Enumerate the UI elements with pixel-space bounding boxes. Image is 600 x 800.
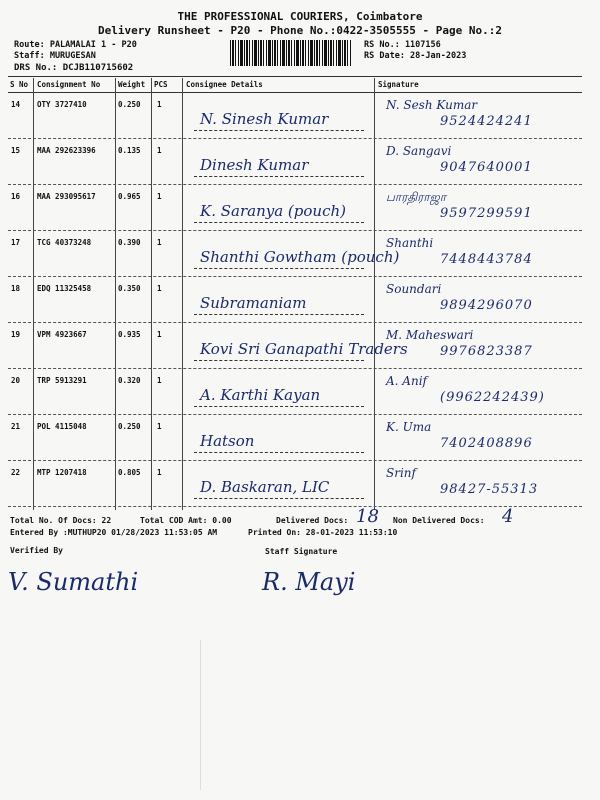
row-signature: Srinf bbox=[386, 466, 416, 480]
row-separator bbox=[8, 322, 582, 323]
row-separator bbox=[8, 276, 582, 277]
row-pcs: 1 bbox=[157, 422, 162, 431]
non-delivered-docs-value: 4 bbox=[502, 506, 514, 527]
rs-number: RS No.: 1107156 bbox=[364, 40, 441, 50]
row-pcs: 1 bbox=[157, 100, 162, 109]
row-consignee-handwritten: A. Karthi Kayan bbox=[200, 386, 321, 404]
row-consignment-no: MAA 292623396 bbox=[37, 146, 96, 155]
row-sno: 18 bbox=[11, 284, 21, 293]
row-sno: 19 bbox=[11, 330, 21, 339]
consignee-underline bbox=[194, 222, 364, 223]
row-signature: M. Maheswari bbox=[386, 328, 474, 342]
row-consignee-handwritten: Subramaniam bbox=[200, 294, 307, 312]
row-sno: 20 bbox=[11, 376, 21, 385]
row-signature: N. Sesh Kumar bbox=[386, 98, 478, 112]
consignee-underline bbox=[194, 314, 364, 315]
consignee-underline bbox=[194, 452, 364, 453]
company-title: THE PROFESSIONAL COURIERS, Coimbatore bbox=[177, 10, 423, 23]
row-pcs: 1 bbox=[157, 330, 162, 339]
row-signature: பாரதிராஜா bbox=[386, 190, 446, 204]
column-divider bbox=[374, 78, 375, 510]
col-header-consignee: Consignee Details bbox=[186, 80, 263, 89]
row-signature-phone: 9047640001 bbox=[440, 160, 533, 175]
row-weight: 0.965 bbox=[118, 192, 141, 201]
row-sno: 15 bbox=[11, 146, 21, 155]
consignee-underline bbox=[194, 406, 364, 407]
verified-signature: V. Sumathi bbox=[8, 568, 139, 596]
row-pcs: 1 bbox=[157, 468, 162, 477]
row-separator bbox=[8, 506, 582, 507]
verified-by-label: Verified By bbox=[10, 546, 63, 555]
cod-label: Total COD Amt: bbox=[140, 516, 208, 525]
row-consignee-handwritten: N. Sinesh Kumar bbox=[200, 110, 329, 128]
row-consignment-no: TRP 5913291 bbox=[37, 376, 87, 385]
row-consignment-no: TCG 40373248 bbox=[37, 238, 92, 247]
row-pcs: 1 bbox=[157, 238, 162, 247]
row-consignee-handwritten: Kovi Sri Ganapathi Traders bbox=[200, 340, 408, 358]
row-weight: 0.935 bbox=[118, 330, 141, 339]
drs-number: DRS No.: DCJB110715602 bbox=[14, 63, 134, 73]
col-header-weight: Weight bbox=[118, 80, 146, 89]
row-consignee-handwritten: Shanthi Gowtham (pouch) bbox=[200, 248, 400, 266]
total-docs-label: Total No. Of Docs: bbox=[10, 516, 97, 525]
row-separator bbox=[8, 368, 582, 369]
row-signature-phone: (9962242439) bbox=[440, 390, 545, 405]
row-consignee-handwritten: Hatson bbox=[200, 432, 255, 450]
runsheet-title: Delivery Runsheet - P20 - Phone No.:0422-3505555 - Page No.:2 bbox=[98, 24, 502, 37]
row-sno: 14 bbox=[11, 100, 21, 109]
table-top-rule bbox=[8, 76, 582, 77]
row-signature-phone: 9597299591 bbox=[440, 206, 533, 221]
delivered-docs-value: 18 bbox=[356, 506, 379, 527]
row-consignment-no: VPM 4923667 bbox=[37, 330, 87, 339]
row-signature: A. Anif bbox=[386, 374, 427, 388]
row-sno: 22 bbox=[11, 468, 21, 477]
table-header-rule bbox=[8, 92, 582, 93]
row-weight: 0.805 bbox=[118, 468, 141, 477]
row-weight: 0.250 bbox=[118, 100, 141, 109]
row-signature-phone: 7402408896 bbox=[440, 436, 533, 451]
staff-label: Staff: MURUGESAN bbox=[14, 51, 96, 61]
consignee-underline bbox=[194, 360, 364, 361]
consignee-underline bbox=[194, 268, 364, 269]
row-signature: Shanthi bbox=[386, 236, 434, 250]
col-header-signature: Signature bbox=[378, 80, 419, 89]
row-consignment-no: POL 4115048 bbox=[37, 422, 87, 431]
total-docs-value: 22 bbox=[101, 516, 112, 525]
col-header-consignment: Consignment No bbox=[37, 80, 101, 89]
row-weight: 0.250 bbox=[118, 422, 141, 431]
row-consignee-handwritten: D. Baskaran, LIC bbox=[200, 478, 330, 496]
row-signature-phone: 9976823387 bbox=[440, 344, 533, 359]
row-consignment-no: MTP 1207418 bbox=[37, 468, 87, 477]
total-docs bbox=[10, 516, 111, 525]
row-separator bbox=[8, 414, 582, 415]
column-divider bbox=[151, 78, 152, 510]
row-consignee-handwritten: K. Saranya (pouch) bbox=[200, 202, 346, 220]
col-header-sno: S No bbox=[10, 80, 29, 89]
row-signature: D. Sangavi bbox=[386, 144, 452, 158]
non-delivered-docs-label: Non Delivered Docs: bbox=[393, 516, 485, 525]
route-label: Route: PALAMALAI 1 - P20 bbox=[14, 40, 137, 50]
row-consignment-no: EDQ 11325458 bbox=[37, 284, 92, 293]
cod-value: 0.00 bbox=[212, 516, 232, 525]
row-consignment-no: OTY 3727410 bbox=[37, 100, 87, 109]
scan-fold-line bbox=[200, 640, 201, 790]
rs-date: RS Date: 28-Jan-2023 bbox=[364, 51, 467, 61]
row-separator bbox=[8, 138, 582, 139]
consignee-underline bbox=[194, 176, 364, 177]
column-divider bbox=[115, 78, 116, 510]
row-weight: 0.135 bbox=[118, 146, 141, 155]
staff-signature-label: Staff Signature bbox=[265, 547, 338, 556]
col-header-pcs: PCS bbox=[154, 80, 168, 89]
row-weight: 0.390 bbox=[118, 238, 141, 247]
row-consignee-handwritten: Dinesh Kumar bbox=[200, 156, 309, 174]
consignee-underline bbox=[194, 498, 364, 499]
consignee-underline bbox=[194, 130, 364, 131]
row-pcs: 1 bbox=[157, 146, 162, 155]
row-signature-phone: 9894296070 bbox=[440, 298, 533, 313]
row-weight: 0.320 bbox=[118, 376, 141, 385]
row-weight: 0.350 bbox=[118, 284, 141, 293]
row-signature-phone: 7448443784 bbox=[440, 252, 533, 267]
column-divider bbox=[182, 78, 183, 510]
row-pcs: 1 bbox=[157, 376, 162, 385]
staff-signature: R. Mayi bbox=[262, 568, 356, 596]
printed-on: Printed On: 28-01-2023 11:53:10 bbox=[248, 528, 398, 537]
row-pcs: 1 bbox=[157, 192, 162, 201]
column-divider bbox=[33, 78, 34, 510]
row-signature-phone: 9524424241 bbox=[440, 114, 533, 129]
row-separator bbox=[8, 460, 582, 461]
row-separator bbox=[8, 184, 582, 185]
row-sno: 21 bbox=[11, 422, 21, 431]
row-pcs: 1 bbox=[157, 284, 162, 293]
delivered-docs-label: Delivered Docs: bbox=[276, 516, 349, 525]
row-signature: Soundari bbox=[386, 282, 442, 296]
row-separator bbox=[8, 230, 582, 231]
barcode bbox=[230, 40, 352, 66]
entered-by: Entered By :MUTHUP20 01/28/2023 11:53:05 AM bbox=[10, 528, 218, 537]
row-signature-phone: 98427-55313 bbox=[440, 482, 539, 497]
row-sno: 16 bbox=[11, 192, 21, 201]
row-consignment-no: MAA 293095617 bbox=[37, 192, 96, 201]
row-sno: 17 bbox=[11, 238, 21, 247]
row-signature: K. Uma bbox=[386, 420, 432, 434]
cod-total bbox=[140, 516, 232, 525]
